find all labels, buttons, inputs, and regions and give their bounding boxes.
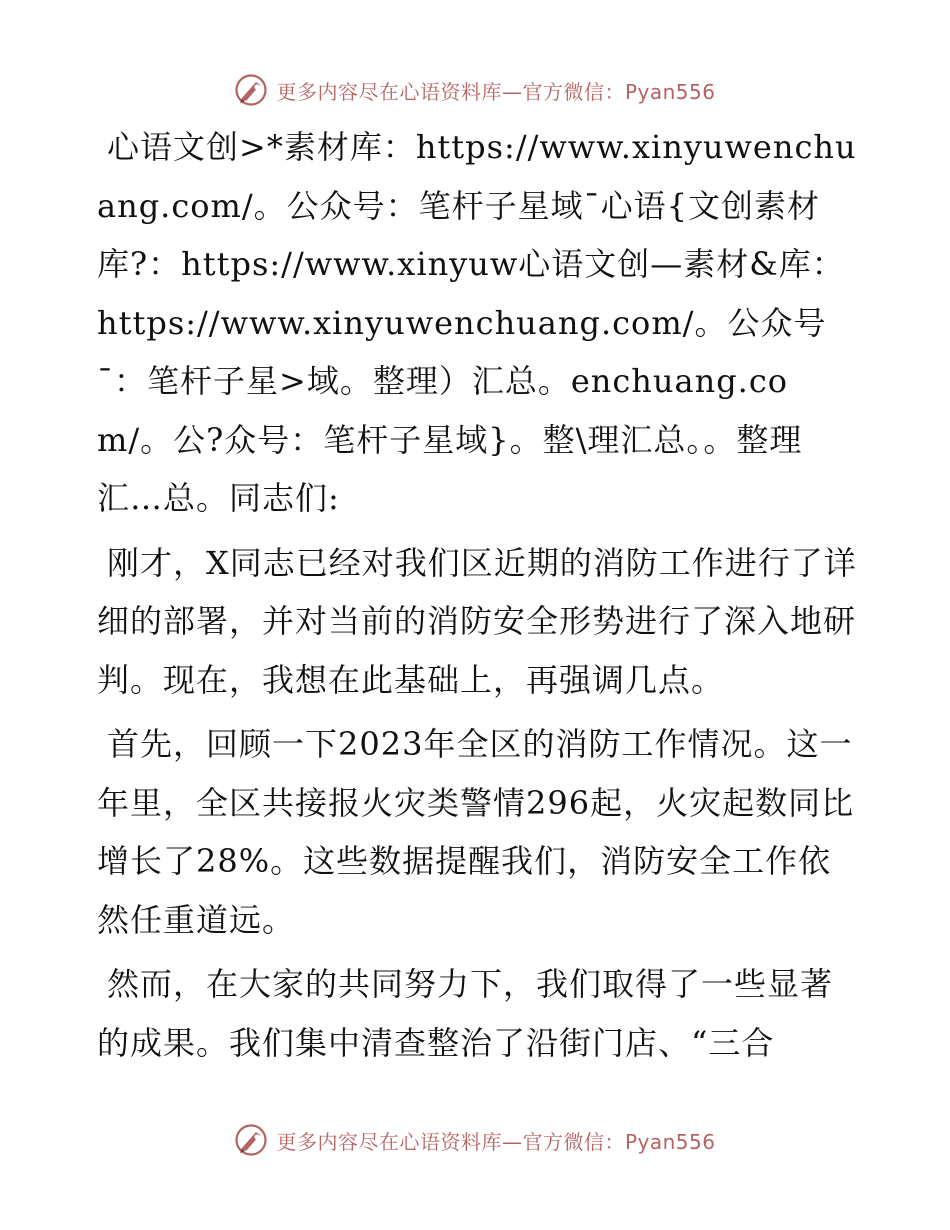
- document-body: [97, 118, 857, 1072]
- header-banner: [0, 70, 950, 110]
- pen-logo-icon: [234, 73, 268, 107]
- footer-wechat-text: —官方微信：Pyan556: [501, 1129, 716, 1154]
- paragraph-2: 刚才，X同志已经对我们区近期的消防工作进行了详细的部署，并对当前的消防安全形势进行了深入地研判。现在，我想在此基础上，再强调几点。: [97, 543, 857, 699]
- paragraph-1: 心语文创>*素材库：https://www.xinyuwenchuang.com/。公众号：笔杆子星域¯心语{文创素材库?：https://www.xinyuw心语文创—素材&库：https://www.xinyuwenchuang.com/。公众号¯：笔杆子星>域。整理）汇总。enchuang.com/。公?众号：笔杆子星域}。整\理汇总。。整理汇…总。同志们:: [97, 128, 857, 517]
- paragraph-3: 首先，回顾一下2023年全区的消防工作情况。这一年里，全区共接报火灾类警情296起，火灾起数同比增长了28%。这些数据提醒我们，消防安全工作依然任重道远。: [97, 725, 855, 939]
- footer-banner: [0, 1120, 950, 1160]
- paragraph-4: 然而，在大家的共同努力下，我们取得了一些显著的成果。我们集中清查整治了沿街门店、“三合: [97, 965, 834, 1062]
- header-brand-text: 更多内容尽在心语资料库: [276, 79, 502, 104]
- header-text: [276, 76, 715, 105]
- footer-text: [276, 1126, 715, 1155]
- footer-brand-text: 更多内容尽在心语资料库: [276, 1129, 502, 1154]
- header-wechat-text: —官方微信：Pyan556: [501, 79, 716, 104]
- pen-logo-icon: [234, 1123, 268, 1157]
